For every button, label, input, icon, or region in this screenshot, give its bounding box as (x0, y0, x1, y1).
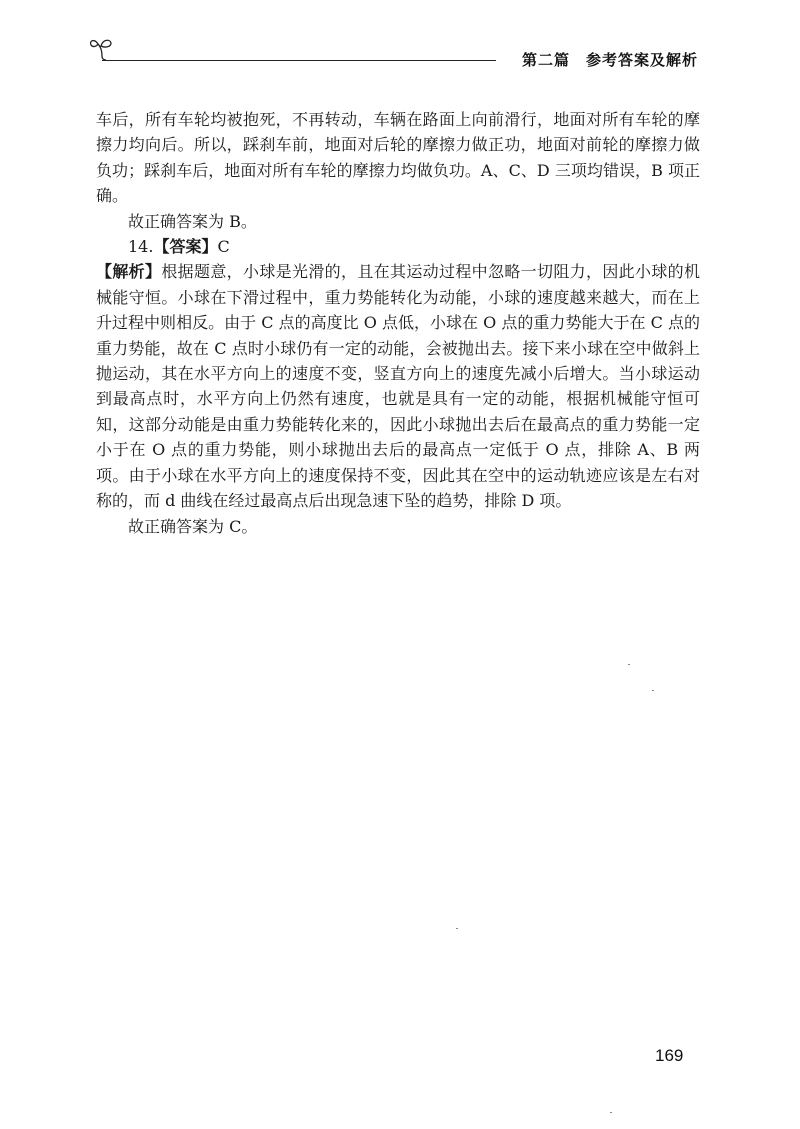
answer-body (96, 107, 700, 539)
answer-statement-13: 故正确答案为 B。 (128, 211, 257, 231)
analysis-tag: 【解析】 (96, 262, 162, 282)
scan-speck (628, 664, 630, 665)
question-14-answer (96, 234, 700, 259)
answer-tag: 【答案】 (153, 237, 218, 257)
scan-speck (456, 928, 458, 929)
analysis-paragraph (96, 259, 700, 513)
answer-statement-14: 故正确答案为 C。 (128, 516, 258, 536)
scan-speck (610, 1112, 612, 1113)
page-number: 169 (655, 1046, 684, 1065)
scan-speck (652, 690, 654, 691)
paragraph-continued: 车后，所有车轮均被抱死，不再转动，车辆在路面上向前滑行，地面对所有车轮的摩擦力均向后。所以，踩刹车前，地面对后轮的摩擦力做正功，地面对前轮的摩擦力做负功；踩刹车后，地面对所有车轮的摩擦力均做负功。A、C、D 三项均错误，B 项正确。 (96, 110, 700, 206)
analysis-text: 根据题意，小球是光滑的，且在其运动过程中忽略一切阻力，因此小球的机械能守恒。小球在下滑过程中，重力势能转化为动能，小球的速度越来越大，而在上升过程中则相反。由于 C 点的高度比 O 点低，小球在 O 点的重力势能大于在 C 点的重力势能，故在 C 点时小球仍有一定的动能，会被抛出去。接下来小球在空中做斜上抛运动，其在水平方向上的速度不变，竖直方向上的速度先减小后增大。当小球运动到最高点时，水平方向上仍然有速度，也就是具有一定的动能，根据机械能守恒可知，这部分动能是由重力势能转化来的，因此小球抛出去后在最高点的重力势能一定小于在 O 点的重力势能，则小球抛出去后的最高点一定低于 O 点，排除 A、B 两项。由于小球在水平方向上的速度保持不变，因此其在空中的运动轨迹应该是左右对称的，而 d 曲线在经过最高点后出现急速下坠的趋势，排除 D 项。 (96, 262, 700, 511)
header-rule (102, 60, 496, 61)
sprout-icon (88, 34, 116, 62)
section-title: 第二篇 参考答案及解析 (521, 51, 698, 69)
running-header (88, 34, 698, 74)
answer-letter: C (217, 237, 230, 257)
question-number: 14. (128, 237, 154, 257)
